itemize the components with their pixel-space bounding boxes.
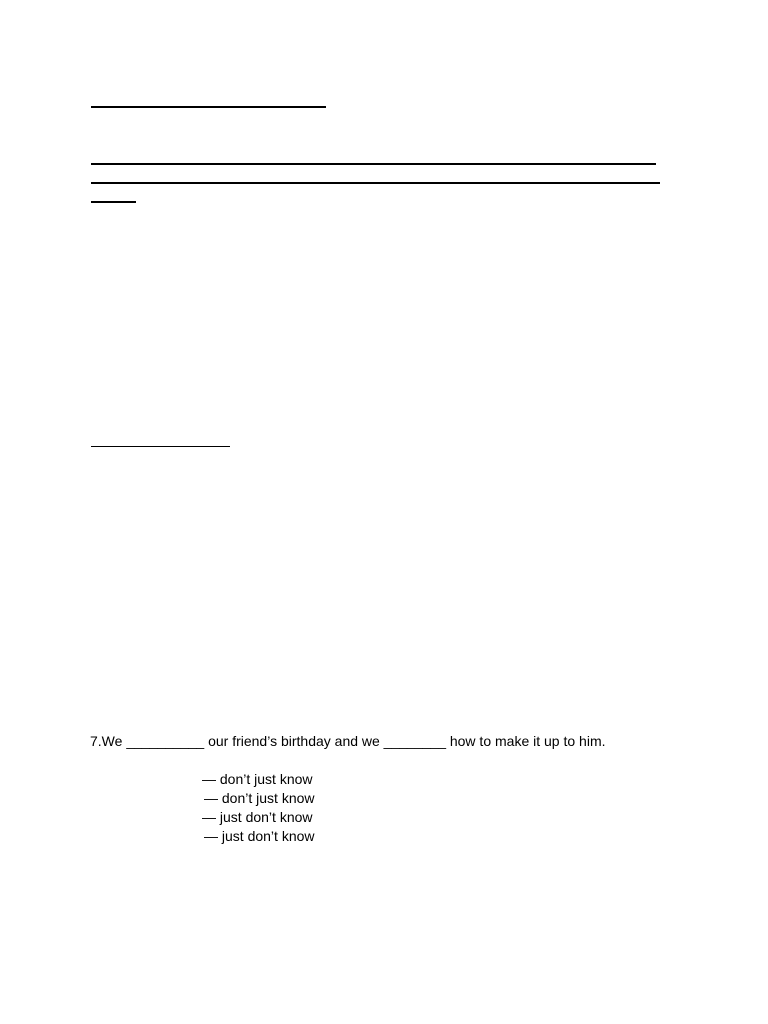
answer-line <box>91 201 136 203</box>
answer-option: — don’t just know <box>202 771 313 787</box>
question-text: 7.We __________ our friend’s birthday and we ________ how to make it up to him. <box>90 733 606 749</box>
answer-line <box>91 163 656 165</box>
answer-option: — don’t just know <box>204 790 315 806</box>
answer-option: — just don’t know <box>202 809 313 825</box>
answer-line <box>91 106 326 108</box>
answer-line <box>91 182 660 184</box>
answer-options <box>202 770 315 846</box>
answer-line <box>91 446 230 447</box>
answer-option: — just don’t know <box>204 828 315 844</box>
